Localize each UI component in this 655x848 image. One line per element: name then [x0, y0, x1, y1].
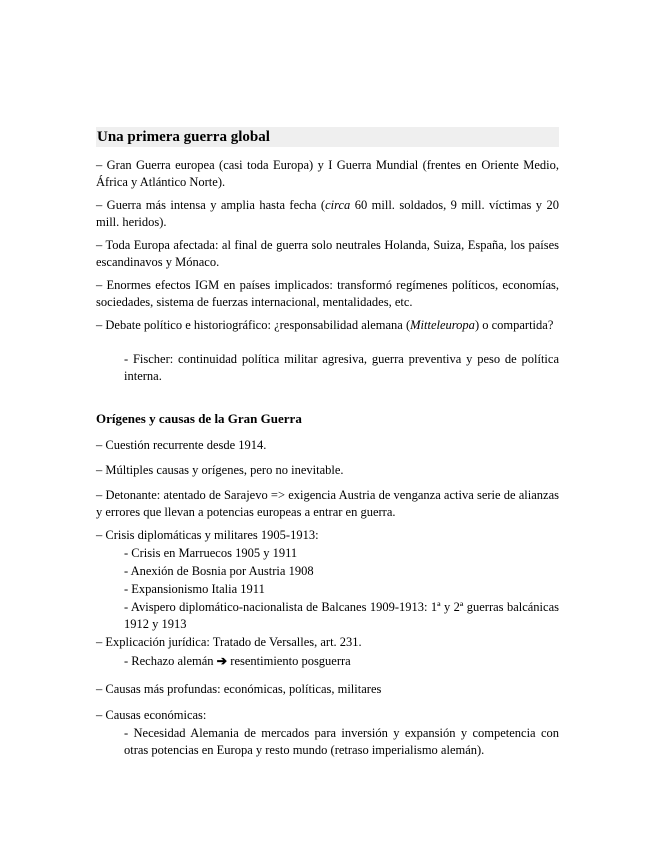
subitem-marruecos: - Crisis en Marruecos 1905 y 1911: [124, 546, 298, 560]
paragraph-explicacion-juridica: – Explicación jurídica: Tratado de Versalles, art. 231.: [96, 635, 362, 649]
paragraph-crisis: – Crisis diplomáticas y militares 1905-1913:: [96, 528, 319, 542]
subitem-balcanes: - Avispero diplomático-nacionalista de Balcanes 1909-1913: 1ª y 2ª guerras balcánicas 1912 y 1913: [124, 600, 559, 631]
paragraph-guerra-intensa: [96, 197, 559, 230]
text: - Rechazo alemán: [124, 654, 214, 668]
text: 60 mill. soldados, 9 mill. víctimas y 20 mill. heridos).: [96, 198, 559, 229]
subitem-italia: - Expansionismo Italia 1911: [124, 582, 265, 596]
subitem-alemania-mercados: - Necesidad Alemania de mercados para inversión y expansión y competencia con otras potencias en Europa y resto mundo (retraso imperialismo alemán).: [124, 726, 559, 757]
arrow-right-icon: ➔: [216, 654, 228, 668]
paragraph-cuestion: – Cuestión recurrente desde 1914.: [96, 438, 267, 452]
paragraph-detonante: – Detonante: atentado de Sarajevo => exigencia Austria de venganza activa serie de alianzas y errores que llevan a potencias europeas a entrar en guerra.: [96, 488, 559, 519]
paragraph-gran-guerra: – Gran Guerra europea (casi toda Europa) y I Guerra Mundial (frentes en Oriente Medio, África y Atlántico Norte).: [96, 158, 559, 189]
paragraph-multiples-causas: – Múltiples causas y orígenes, pero no inevitable.: [96, 463, 344, 477]
paragraph-debate: [96, 317, 559, 334]
paragraph-efectos-igm: – Enormes efectos IGM en países implicados: transformó regímenes políticos, economías, sociedades, sistema de fuerzas internacional, mentalidades, etc.: [96, 278, 559, 309]
text: resentimiento posguerra: [230, 654, 351, 668]
text: – Guerra más intensa y amplia hasta fecha (: [96, 198, 326, 212]
paragraph-causas-economicas: – Causas económicas:: [96, 708, 207, 722]
section-title-primera-guerra-global: Una primera guerra global: [96, 127, 559, 147]
paragraph-causas-profundas: – Causas más profundas: económicas, políticas, militares: [96, 682, 382, 696]
text: ) o compartida?: [474, 318, 554, 332]
paragraph-europa-afectada: – Toda Europa afectada: al final de guerra solo neutrales Holanda, Suiza, España, los países escandinavos y Mónaco.: [96, 238, 559, 269]
subitem-bosnia: - Anexión de Bosnia por Austria 1908: [124, 564, 314, 578]
subitem-fischer: - Fischer: continuidad política militar agresiva, guerra preventiva y peso de política interna.: [124, 352, 559, 383]
text: – Debate político e historiográfico: ¿responsabilidad alemana (: [96, 318, 411, 332]
emphasis-mitteleuropa: Mitteleuropa: [410, 318, 475, 332]
subitem-rechazo: [124, 653, 559, 670]
section-title-origenes: Orígenes y causas de la Gran Guerra: [96, 411, 302, 426]
emphasis-circa: circa: [325, 198, 351, 212]
